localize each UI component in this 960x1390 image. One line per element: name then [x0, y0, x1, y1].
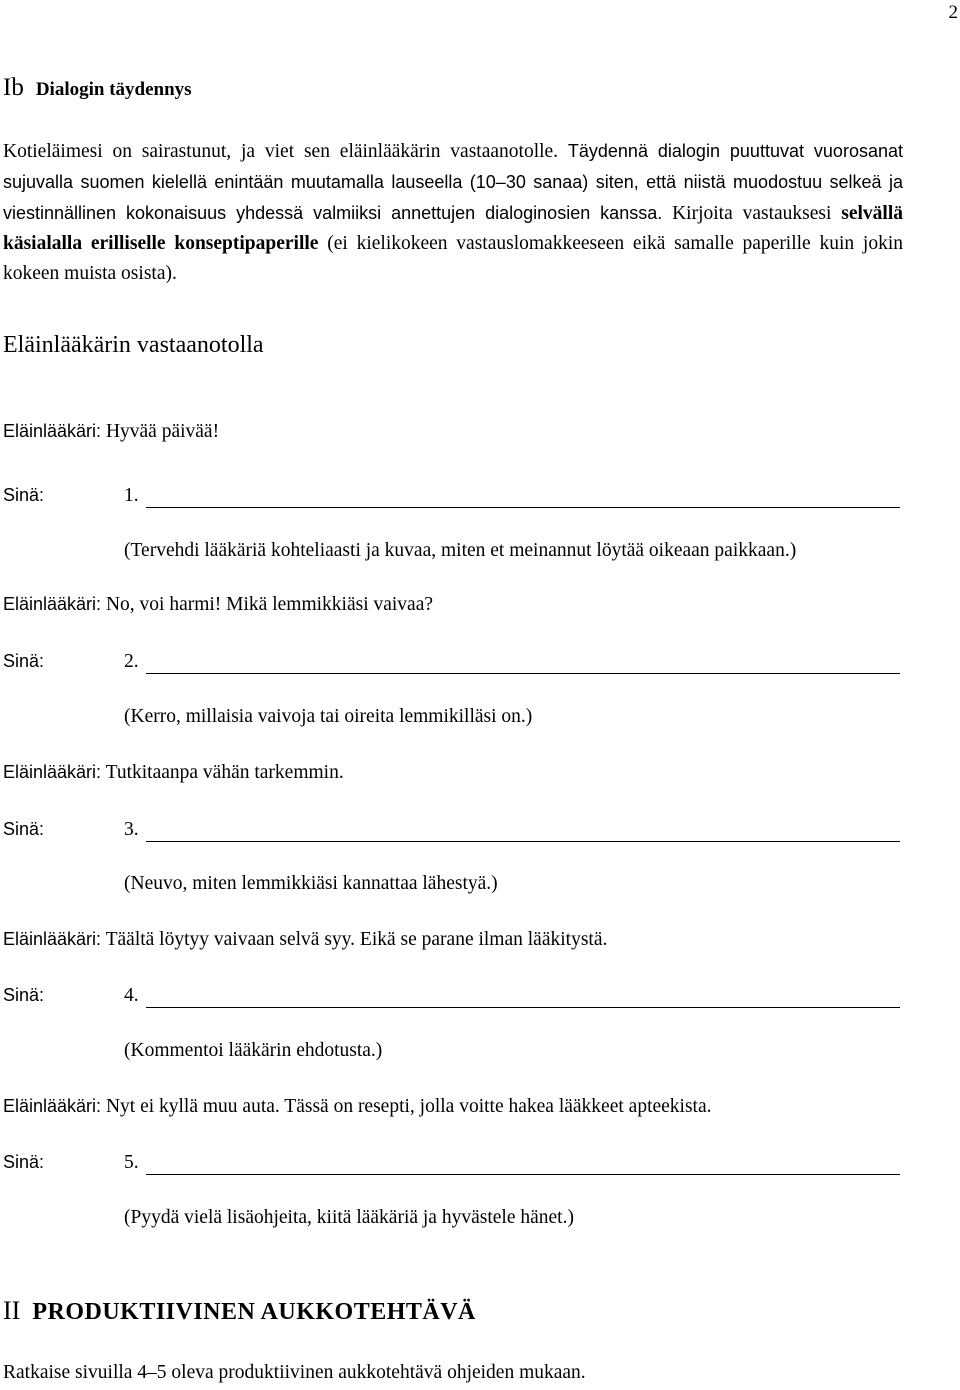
- vet-label: Eläinlääkäri:: [3, 929, 102, 949]
- vet-text-3: Tutkitaanpa vähän tarkemmin.: [105, 762, 344, 783]
- intro-part4: (ei kielikokeen vastauslomakkeeseen eikä samalle paperille kuin jokin kokeen muista osista).: [3, 233, 904, 284]
- you-label: Sinä:: [3, 485, 45, 505]
- intro-part3: Kirjoita vastauksesi: [662, 203, 842, 224]
- intro-paragraph: [3, 136, 903, 289]
- hint-1: (Tervehdi lääkäriä kohteliaasti ja kuvaa, miten et meinannut löytää oikeaan paikkaan.): [124, 540, 797, 561]
- answer-blank-2[interactable]: [146, 673, 900, 674]
- vet-text-5: Nyt ei kyllä muu auta. Tässä on resepti, jolla voitte hakea lääkkeet apteekista.: [105, 1096, 712, 1117]
- answer-number-2: 2.: [124, 651, 139, 672]
- answer-number-1: 1.: [124, 485, 139, 506]
- answer-blank-5[interactable]: [146, 1174, 900, 1175]
- vet-line-3: [3, 762, 344, 784]
- answer-blank-4[interactable]: [146, 1007, 900, 1008]
- section-2-heading: [3, 1296, 476, 1326]
- intro-part2: Täydennä dialogin puuttuvat vuorosanat sujuvalla suomen kielellä enintään muutamalla lauseella (10–30 sanaa) siten, että niistä muodostuu selkeä ja viestinnällinen kokonaisuus yhdessä valmiiksi annettujen dialoginosien kanssa.: [3, 141, 903, 223]
- answer-number-5: 5.: [124, 1152, 139, 1173]
- answer-blank-3[interactable]: [146, 841, 900, 842]
- vet-line-2: [3, 594, 433, 616]
- hint-2: (Kerro, millaisia vaivoja tai oireita lemmikilläsi on.): [124, 706, 533, 727]
- vet-label: Eläinlääkäri:: [3, 594, 102, 614]
- answer-blank-1[interactable]: [146, 507, 900, 508]
- section-2-title: PRODUKTIIVINEN AUKKOTEHTÄVÄ: [32, 1299, 476, 1325]
- vet-line-1: [3, 421, 219, 443]
- intro-bold: selvällä käsialalla erilliselle konseptipaperille: [3, 203, 903, 254]
- hint-3: (Neuvo, miten lemmikkiäsi kannattaa lähestyä.): [124, 873, 498, 894]
- answer-number-3: 3.: [124, 819, 139, 840]
- vet-line-5: [3, 1096, 712, 1118]
- hint-4: (Kommentoi lääkärin ehdotusta.): [124, 1040, 383, 1061]
- section-1b-number: Ib: [3, 74, 24, 101]
- section-1b-heading: [3, 74, 192, 102]
- vet-label: Eläinlääkäri:: [3, 1096, 102, 1116]
- you-label: Sinä:: [3, 1152, 45, 1172]
- dialogue-title: Eläinlääkärin vastaanotolla: [3, 332, 264, 358]
- you-label: Sinä:: [3, 819, 45, 839]
- page-number: 2: [948, 2, 958, 23]
- section-2-number: II: [3, 1296, 21, 1325]
- vet-text-1: Hyvää päivää!: [105, 421, 220, 442]
- intro-part1: Kotieläimesi on sairastunut, ja viet sen eläinlääkärin vastaanotolle.: [3, 141, 568, 162]
- vet-line-4: [3, 929, 607, 951]
- hint-5: (Pyydä vielä lisäohjeita, kiitä lääkäriä ja hyvästele hänet.): [124, 1207, 574, 1228]
- answer-number-4: 4.: [124, 985, 139, 1006]
- vet-text-4: Täältä löytyy vaivaan selvä syy. Eikä se parane ilman lääkitystä.: [105, 929, 608, 950]
- you-label: Sinä:: [3, 651, 45, 671]
- you-label: Sinä:: [3, 985, 45, 1005]
- final-instruction: Ratkaise sivuilla 4–5 oleva produktiivinen aukkotehtävä ohjeiden mukaan.: [3, 1362, 586, 1383]
- vet-label: Eläinlääkäri:: [3, 762, 102, 782]
- section-1b-title: Dialogin täydennys: [35, 79, 192, 100]
- vet-label: Eläinlääkäri:: [3, 421, 102, 441]
- vet-text-2: No, voi harmi! Mikä lemmikkiäsi vaivaa?: [105, 594, 434, 615]
